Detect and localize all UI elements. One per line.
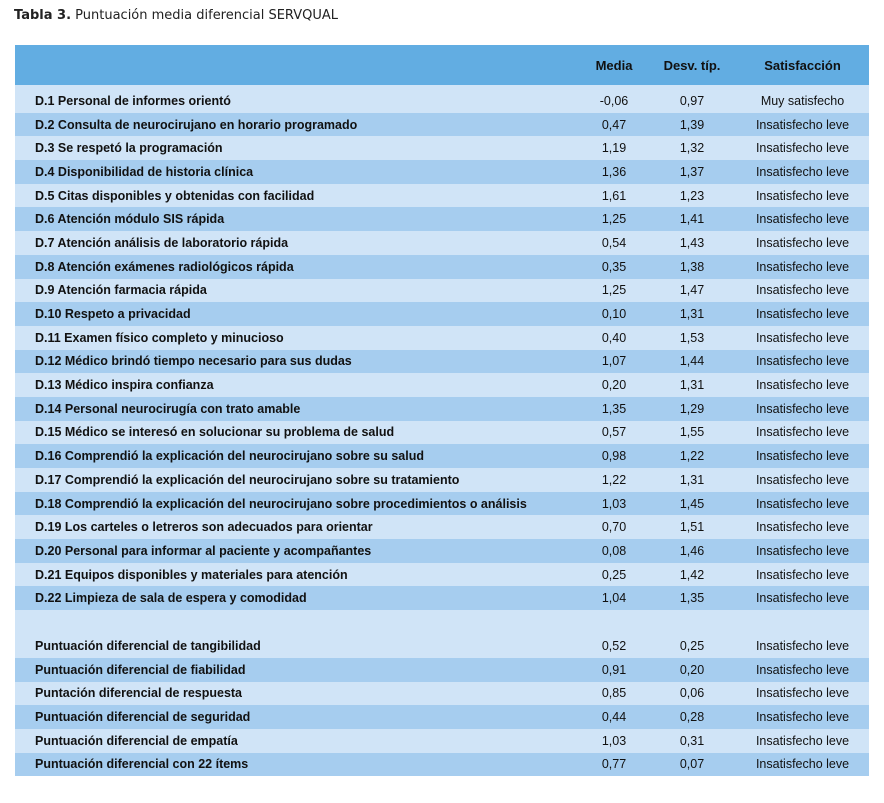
row-media: 1,61 — [601, 188, 627, 203]
row-desv: 1,29 — [679, 401, 705, 416]
table-row — [15, 563, 869, 587]
row-label: Puntuación diferencial de empatía — [35, 733, 238, 748]
row-media: 1,36 — [601, 164, 627, 179]
table-header — [15, 45, 869, 85]
row-satisfaccion: Insatisfecho leve — [755, 378, 850, 393]
row-media: 0,57 — [601, 425, 627, 440]
row-label: D.4 Disponibilidad de historia clínica — [35, 164, 254, 179]
row-label: D.8 Atención exámenes radiológicos rápida — [35, 259, 294, 274]
row-satisfaccion: Insatisfecho leve — [755, 307, 850, 322]
items-body — [15, 89, 869, 610]
row-label: Puntuación diferencial con 22 ítems — [35, 757, 249, 772]
row-media: 1,35 — [601, 401, 627, 416]
row-satisfaccion: Insatisfecho leve — [755, 733, 850, 748]
row-media: 1,03 — [601, 496, 627, 511]
row-media: 1,03 — [601, 733, 627, 748]
row-satisfaccion: Insatisfecho leve — [755, 283, 850, 298]
table-row — [15, 302, 869, 326]
row-label: D.5 Citas disponibles y obtenidas con facilidad — [35, 188, 315, 203]
row-satisfaccion: Insatisfecho leve — [755, 401, 850, 416]
row-media: 0,20 — [601, 378, 627, 393]
row-media: 1,25 — [601, 283, 627, 298]
row-media: 0,54 — [601, 235, 627, 250]
row-media: 0,70 — [601, 520, 627, 535]
table-row — [15, 705, 869, 729]
table-row — [15, 492, 869, 516]
row-media: 0,47 — [601, 117, 627, 132]
table-spacer — [15, 610, 869, 634]
row-label: D.10 Respeto a privacidad — [35, 307, 191, 322]
row-media: 0,08 — [601, 543, 627, 558]
row-desv: 1,41 — [679, 212, 705, 227]
row-satisfaccion: Insatisfecho leve — [755, 591, 850, 606]
row-desv: 0,31 — [679, 733, 705, 748]
table-row — [15, 753, 869, 777]
row-desv: 1,53 — [679, 330, 705, 345]
row-label: D.9 Atención farmacia rápida — [35, 283, 207, 298]
row-label: D.14 Personal neurocirugía con trato amable — [35, 401, 301, 416]
table-row — [15, 729, 869, 753]
row-desv: 1,31 — [679, 378, 705, 393]
row-media: 0,44 — [601, 710, 627, 725]
row-desv: 1,47 — [679, 283, 705, 298]
row-desv: 1,31 — [679, 472, 705, 487]
row-satisfaccion: Insatisfecho leve — [755, 164, 850, 179]
row-desv: 0,20 — [679, 662, 705, 677]
table-row — [15, 231, 869, 255]
row-satisfaccion: Insatisfecho leve — [755, 757, 850, 772]
row-satisfaccion: Insatisfecho leve — [755, 520, 850, 535]
row-satisfaccion: Insatisfecho leve — [755, 496, 850, 511]
row-label: D.13 Médico inspira confianza — [35, 378, 214, 393]
row-label: Puntuación diferencial de tangibilidad — [35, 638, 261, 653]
header-satisfaccion: Satisfacción — [764, 57, 841, 73]
summary-body — [15, 634, 869, 776]
row-label: D.15 Médico se interesó en solucionar su problema de salud — [35, 425, 395, 440]
row-media: 1,07 — [601, 354, 627, 369]
row-satisfaccion: Insatisfecho leve — [755, 472, 850, 487]
row-label: D.16 Comprendió la explicación del neurocirujano sobre su salud — [35, 449, 424, 464]
row-desv: 0,25 — [679, 638, 705, 653]
row-media: 0,40 — [601, 330, 627, 345]
table-row — [15, 160, 869, 184]
row-media: 0,35 — [601, 259, 627, 274]
table-row — [15, 539, 869, 563]
row-satisfaccion: Insatisfecho leve — [755, 141, 850, 156]
table-row — [15, 682, 869, 706]
table-row — [15, 207, 869, 231]
table-row — [15, 373, 869, 397]
row-desv: 1,46 — [679, 543, 705, 558]
header-desv: Desv. típ. — [663, 57, 721, 73]
row-desv: 1,45 — [679, 496, 705, 511]
row-desv: 1,22 — [679, 449, 705, 464]
row-media: 1,04 — [601, 591, 627, 606]
row-media: 1,19 — [601, 141, 627, 156]
table-row — [15, 326, 869, 350]
row-label: D.3 Se respetó la programación — [35, 141, 223, 156]
row-media: 1,25 — [601, 212, 627, 227]
caption-label: Tabla 3. — [14, 8, 72, 23]
row-satisfaccion: Insatisfecho leve — [755, 543, 850, 558]
row-media: -0,06 — [599, 93, 629, 108]
row-label: D.1 Personal de informes orientó — [35, 93, 231, 108]
row-satisfaccion: Insatisfecho leve — [755, 330, 850, 345]
row-media: 0,77 — [601, 757, 627, 772]
row-desv: 0,97 — [679, 93, 705, 108]
row-desv: 1,44 — [679, 354, 705, 369]
servqual-table — [15, 45, 869, 776]
row-media: 0,98 — [601, 449, 627, 464]
row-label: Puntuación diferencial de seguridad — [35, 710, 251, 725]
row-label: D.6 Atención módulo SIS rápida — [35, 212, 225, 227]
row-media: 0,10 — [601, 307, 627, 322]
row-desv: 1,38 — [679, 259, 705, 274]
row-label: D.17 Comprendió la explicación del neurocirujano sobre su tratamiento — [35, 472, 460, 487]
table-row — [15, 468, 869, 492]
table-row — [15, 89, 869, 113]
table-row — [15, 421, 869, 445]
row-desv: 0,07 — [679, 757, 705, 772]
row-desv: 1,23 — [679, 188, 705, 203]
row-media: 0,52 — [601, 638, 627, 653]
row-media: 1,22 — [601, 472, 627, 487]
row-label: D.12 Médico brindó tiempo necesario para sus dudas — [35, 354, 352, 369]
table-row — [15, 397, 869, 421]
row-desv: 1,37 — [679, 164, 705, 179]
row-satisfaccion: Insatisfecho leve — [755, 188, 850, 203]
row-satisfaccion: Insatisfecho leve — [755, 235, 850, 250]
row-desv: 1,55 — [679, 425, 705, 440]
row-satisfaccion: Insatisfecho leve — [755, 259, 850, 274]
table-row — [15, 350, 869, 374]
row-label: D.18 Comprendió la explicación del neurocirujano sobre procedimientos o análisis — [35, 496, 527, 511]
row-media: 0,85 — [601, 686, 627, 701]
row-label: Puntuación diferencial de fiabilidad — [35, 662, 246, 677]
row-satisfaccion: Insatisfecho leve — [755, 425, 850, 440]
table-row — [15, 586, 869, 610]
row-desv: 1,31 — [679, 307, 705, 322]
row-desv: 0,28 — [679, 710, 705, 725]
caption-title: Puntuación media diferencial SERVQUAL — [71, 8, 339, 23]
row-label: D.21 Equipos disponibles y materiales para atención — [35, 567, 348, 582]
row-desv: 1,42 — [679, 567, 705, 582]
row-desv: 1,51 — [679, 520, 705, 535]
row-satisfaccion: Insatisfecho leve — [755, 686, 850, 701]
table-row — [15, 658, 869, 682]
row-desv: 1,43 — [679, 235, 705, 250]
row-desv: 1,39 — [679, 117, 705, 132]
row-label: D.19 Los carteles o letreros son adecuados para orientar — [35, 520, 373, 535]
table-caption — [14, 8, 338, 23]
row-desv: 0,06 — [679, 686, 705, 701]
row-label: D.11 Examen físico completo y minucioso — [35, 330, 284, 345]
row-satisfaccion: Insatisfecho leve — [755, 354, 850, 369]
row-label: D.2 Consulta de neurocirujano en horario programado — [35, 117, 358, 132]
table-row — [15, 184, 869, 208]
row-satisfaccion: Muy satisfecho — [760, 93, 845, 108]
table-row — [15, 515, 869, 539]
row-desv: 1,32 — [679, 141, 705, 156]
row-media: 0,91 — [601, 662, 627, 677]
row-label: D.22 Limpieza de sala de espera y comodidad — [35, 591, 307, 606]
table-row — [15, 634, 869, 658]
table-row — [15, 113, 869, 137]
header-media: Media — [595, 57, 633, 73]
table-row — [15, 279, 869, 303]
table-row — [15, 255, 869, 279]
row-satisfaccion: Insatisfecho leve — [755, 567, 850, 582]
row-satisfaccion: Insatisfecho leve — [755, 117, 850, 132]
row-label: Puntación diferencial de respuesta — [35, 686, 243, 701]
row-satisfaccion: Insatisfecho leve — [755, 638, 850, 653]
row-label: D.7 Atención análisis de laboratorio rápida — [35, 235, 289, 250]
table-row — [15, 136, 869, 160]
row-media: 0,25 — [601, 567, 627, 582]
row-satisfaccion: Insatisfecho leve — [755, 449, 850, 464]
row-satisfaccion: Insatisfecho leve — [755, 212, 850, 227]
row-satisfaccion: Insatisfecho leve — [755, 662, 850, 677]
row-desv: 1,35 — [679, 591, 705, 606]
row-satisfaccion: Insatisfecho leve — [755, 710, 850, 725]
row-label: D.20 Personal para informar al paciente y acompañantes — [35, 543, 372, 558]
table-row — [15, 444, 869, 468]
